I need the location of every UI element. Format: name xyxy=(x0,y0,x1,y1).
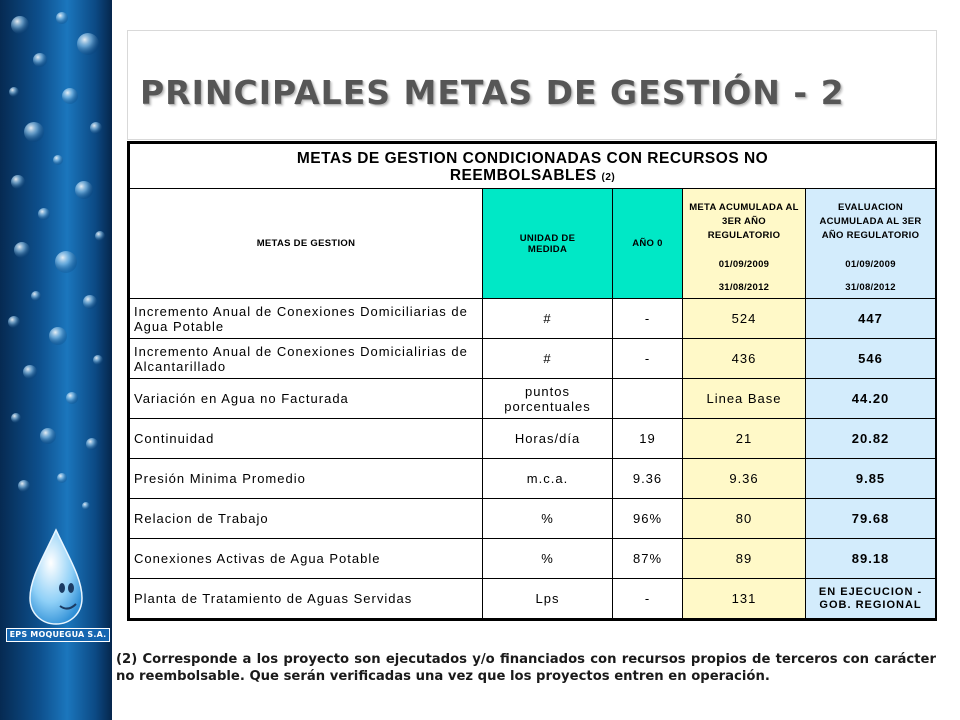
row-anio0: - xyxy=(613,339,683,379)
row-meta-name: Incremento Anual de Conexiones Domiciliarias de Agua Potable xyxy=(130,299,483,339)
row-unidad: % xyxy=(483,539,613,579)
metas-table-container xyxy=(127,141,937,621)
table-row xyxy=(130,379,936,419)
evaluacion-label: EVALUACION ACUMULADA AL 3ER AÑO REGULATORIO xyxy=(819,201,922,241)
row-evaluacion: 447 xyxy=(806,299,936,339)
title-panel xyxy=(127,30,937,140)
row-meta-name: Presión Minima Promedio xyxy=(130,459,483,499)
table-heading-note: (2) xyxy=(601,171,616,183)
table-row xyxy=(130,579,936,619)
table-row xyxy=(130,499,936,539)
table-heading xyxy=(130,144,936,189)
row-anio0: 96% xyxy=(613,499,683,539)
meta-acumulada-label: META ACUMULADA AL 3ER AÑO REGULATORIO xyxy=(689,201,799,241)
footnote: (2) Corresponde a los proyecto son ejecutados y/o financiados con recursos propios de terceros con carácter no reembolsable. Que serán verificadas una vez que los proyectos entren en operación. xyxy=(116,652,936,684)
row-evaluacion: 9.85 xyxy=(806,459,936,499)
table-row xyxy=(130,299,936,339)
page-title: PRINCIPALES METAS DE GESTIÓN - 2 xyxy=(140,73,845,112)
drop-mascot-icon xyxy=(30,530,82,624)
table-row xyxy=(130,459,936,499)
row-anio0: - xyxy=(613,299,683,339)
row-unidad: m.c.a. xyxy=(483,459,613,499)
row-evaluacion: 79.68 xyxy=(806,499,936,539)
table-row xyxy=(130,539,936,579)
table-row xyxy=(130,339,936,379)
meta-date-end: 31/08/2012 xyxy=(718,281,770,293)
table-row xyxy=(130,419,936,459)
row-meta-acumulada: 436 xyxy=(683,339,806,379)
row-unidad: Horas/día xyxy=(483,419,613,459)
row-evaluacion: 89.18 xyxy=(806,539,936,579)
row-meta-name: Variación en Agua no Facturada xyxy=(130,379,483,419)
table-heading-line2: REEMBOLSABLES xyxy=(449,166,597,184)
col-header-meta-acumulada xyxy=(683,189,806,299)
meta-date-start: 01/09/2009 xyxy=(718,258,770,270)
row-meta-name: Incremento Anual de Conexiones Domicialirias de Alcantarillado xyxy=(130,339,483,379)
row-evaluacion: 20.82 xyxy=(806,419,936,459)
company-logo-label: EPS MOQUEGUA S.A. xyxy=(6,628,110,642)
col-header-metas: METAS DE GESTION xyxy=(130,189,483,299)
row-meta-name: Continuidad xyxy=(130,419,483,459)
col-header-anio0: AÑO 0 xyxy=(613,189,683,299)
metas-table xyxy=(129,143,936,619)
bubbles-graphic xyxy=(0,0,112,720)
row-unidad: Lps xyxy=(483,579,613,619)
row-unidad: puntos porcentuales xyxy=(483,379,613,419)
row-unidad: # xyxy=(483,299,613,339)
row-meta-acumulada: 21 xyxy=(683,419,806,459)
row-meta-acumulada: Linea Base xyxy=(683,379,806,419)
row-unidad: % xyxy=(483,499,613,539)
row-meta-acumulada: 89 xyxy=(683,539,806,579)
row-anio0 xyxy=(613,379,683,419)
water-bubbles-decoration xyxy=(0,0,112,720)
row-meta-acumulada: 524 xyxy=(683,299,806,339)
row-meta-name: Conexiones Activas de Agua Potable xyxy=(130,539,483,579)
row-anio0: 87% xyxy=(613,539,683,579)
row-meta-name: Relacion de Trabajo xyxy=(130,499,483,539)
row-meta-acumulada: 80 xyxy=(683,499,806,539)
row-anio0: 9.36 xyxy=(613,459,683,499)
col-header-unidad: UNIDAD DE MEDIDA xyxy=(483,189,613,299)
row-meta-acumulada: 9.36 xyxy=(683,459,806,499)
row-meta-name: Planta de Tratamiento de Aguas Servidas xyxy=(130,579,483,619)
row-anio0: - xyxy=(613,579,683,619)
row-evaluacion: 44.20 xyxy=(806,379,936,419)
col-header-evaluacion xyxy=(806,189,936,299)
row-unidad: # xyxy=(483,339,613,379)
eval-date-end: 31/08/2012 xyxy=(845,281,896,293)
table-heading-line1: METAS DE GESTION CONDICIONADAS CON RECURSOS NO xyxy=(296,149,769,167)
row-evaluacion: EN EJECUCION - GOB. REGIONAL xyxy=(806,579,936,619)
row-anio0: 19 xyxy=(613,419,683,459)
row-meta-acumulada: 131 xyxy=(683,579,806,619)
eval-date-start: 01/09/2009 xyxy=(845,258,896,270)
row-evaluacion: 546 xyxy=(806,339,936,379)
